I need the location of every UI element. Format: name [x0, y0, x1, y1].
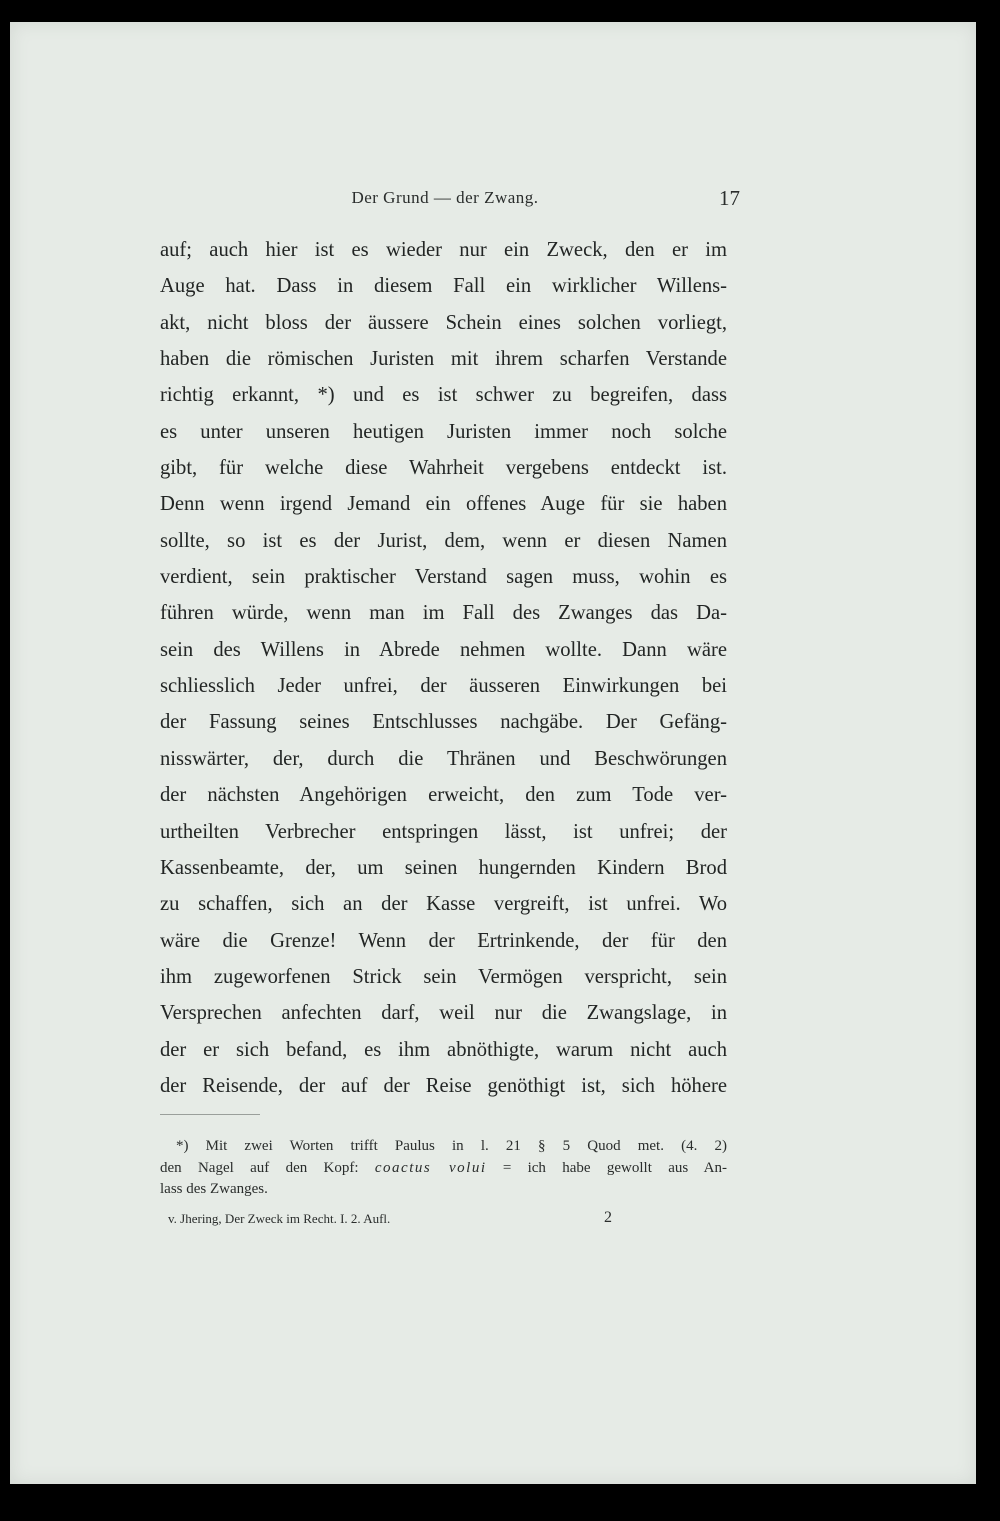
page-number: 17 — [719, 186, 740, 210]
body-line: schliesslich Jeder unfrei, der äusseren Einwirkungen bei — [160, 675, 727, 698]
body-line: der nächsten Angehörigen erweicht, den zum Tode ver- — [160, 784, 727, 807]
body-line: der Reisende, der auf der Reise genöthigt ist, sich höhere — [160, 1074, 727, 1097]
body-line: Versprechen anfechten darf, weil nur die Zwangslage, in — [160, 1002, 727, 1025]
body-line: haben die römischen Juristen mit ihrem scharfen Verstande — [160, 348, 727, 371]
footnote-latin-quote: coactus volui — [374, 1159, 487, 1176]
body-line: Kassenbeamte, der, um seinen hungernden Kindern Brod — [160, 856, 727, 879]
body-line: der Fassung seines Entschlusses nachgäbe. Der Gefäng- — [160, 711, 727, 734]
footnote-text: = ich habe gewollt aus An- — [486, 1159, 727, 1176]
body-line: verdient, sein praktischer Verstand sagen muss, wohin es — [160, 566, 727, 589]
signature-mark: 2 — [604, 1209, 612, 1226]
running-head: Der Grund — der Zwang. — [351, 188, 539, 207]
footnote — [160, 1136, 727, 1201]
body-line: ihm zugeworfenen Strick sein Vermögen verspricht, sein — [160, 965, 727, 988]
footnote-line: *) Mit zwei Worten trifft Paulus in l. 21 § 5 Quod met. (4. 2) — [176, 1138, 727, 1154]
body-text — [160, 232, 727, 1104]
body-line: auf; auch hier ist es wieder nur ein Zweck, den er im — [160, 239, 727, 261]
footnote-text: den Nagel auf den Kopf: — [160, 1159, 375, 1176]
body-line: gibt, für welche diese Wahrheit vergebens entdeckt ist. — [160, 457, 727, 480]
body-line: Auge hat. Dass in diesem Fall ein wirklicher Willens- — [160, 275, 727, 298]
body-line: wäre die Grenze! Wenn der Ertrinkende, der für den — [160, 929, 727, 952]
body-line: urtheilten Verbrecher entspringen lässt, ist unfrei; der — [160, 820, 727, 843]
body-line: sein des Willens in Abrede nehmen wollte. Dann wäre — [160, 638, 727, 661]
body-line: akt, nicht bloss der äussere Schein eines solchen vorliegt, — [160, 311, 727, 334]
body-line: führen würde, wenn man im Fall des Zwanges das Da- — [160, 602, 727, 625]
footnote-line — [160, 1158, 727, 1180]
body-line: zu schaffen, sich an der Kasse vergreift, ist unfrei. Wo — [160, 893, 727, 916]
body-line: richtig erkannt, *) und es ist schwer zu begreifen, dass — [160, 384, 727, 407]
page-header — [150, 186, 740, 214]
footnote-line: lass des Zwanges. — [160, 1181, 268, 1197]
body-line: Denn wenn irgend Jemand ein offenes Auge für sie haben — [160, 493, 727, 516]
body-line: der er sich befand, es ihm abnöthigte, warum nicht auch — [160, 1038, 727, 1061]
book-imprint: v. Jhering, Der Zweck im Recht. I. 2. Aufl. — [168, 1211, 391, 1226]
body-line: nisswärter, der, durch die Thränen und Beschwörungen — [160, 747, 727, 770]
body-line: sollte, so ist es der Jurist, dem, wenn er diesen Namen — [160, 529, 727, 552]
footnote-divider — [160, 1114, 260, 1115]
body-line: es unter unseren heutigen Juristen immer noch solche — [160, 420, 727, 443]
